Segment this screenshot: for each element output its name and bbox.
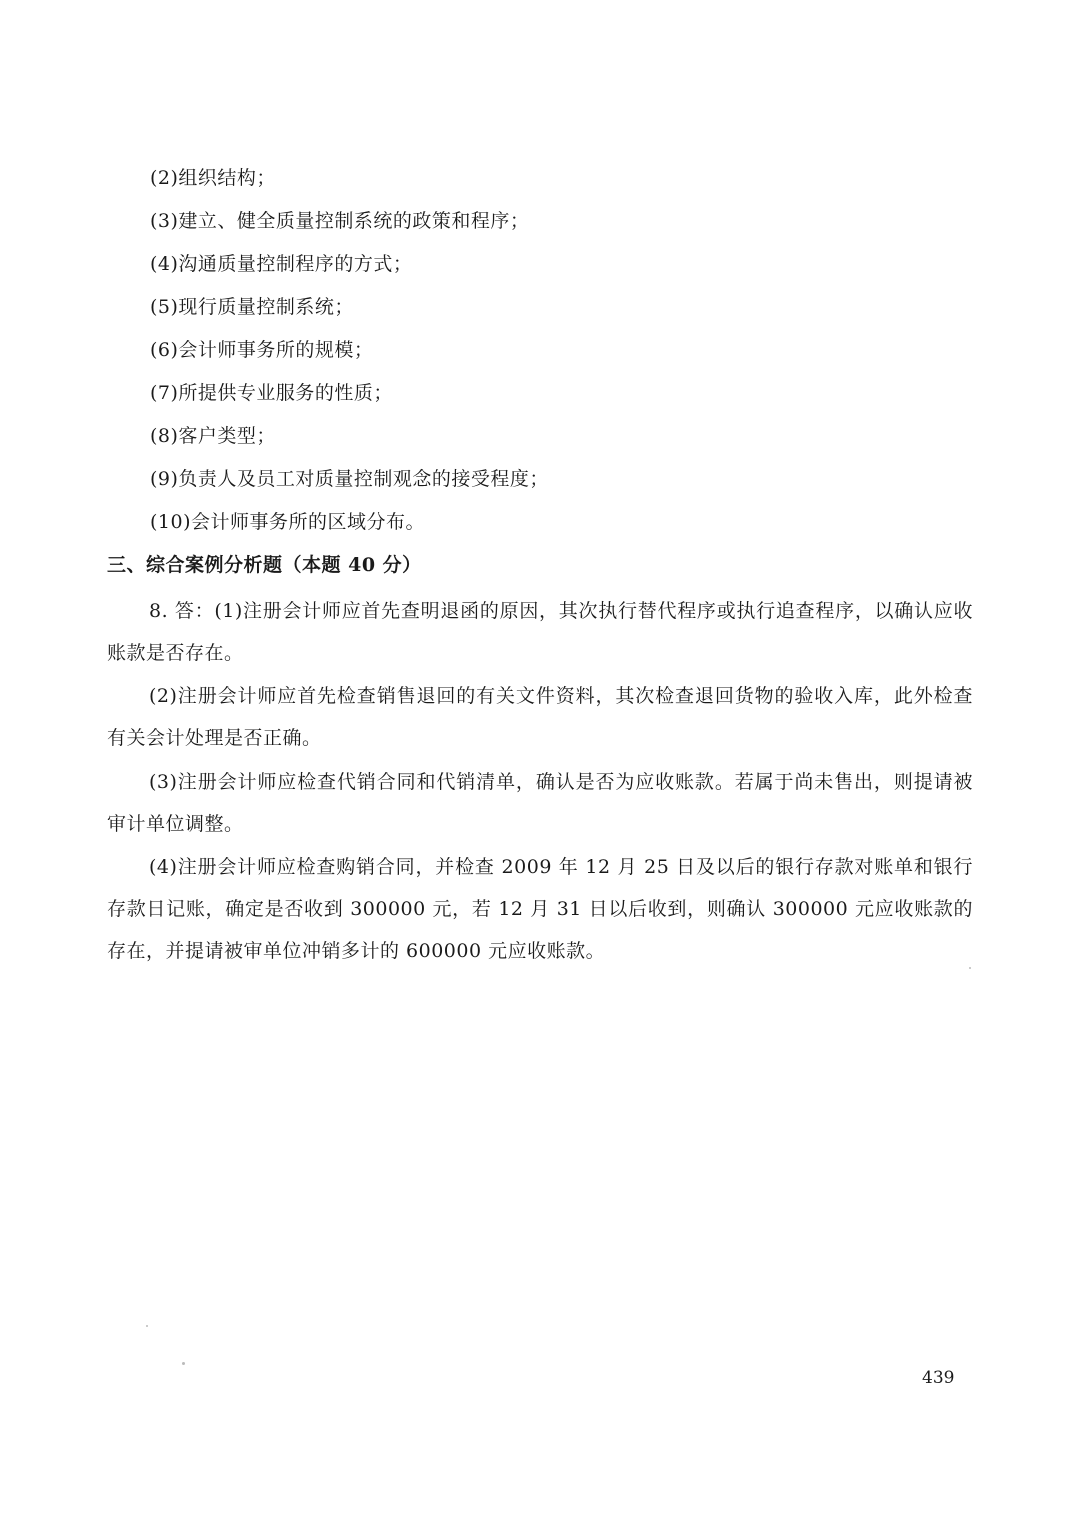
list-item: (9)负责人及员工对质量控制观念的接受程度； bbox=[150, 468, 549, 490]
section-heading: 三、综合案例分析题（本题 40 分） bbox=[107, 554, 422, 576]
list-item: (5)现行质量控制系统； bbox=[150, 296, 354, 318]
answer-paragraph: (2)注册会计师应首先检查销售退回的有关文件资料，其次检查退回货物的验收入库，此外检查有关会计处理是否正确。 bbox=[107, 685, 973, 749]
list-item: (8)客户类型； bbox=[150, 425, 276, 447]
list-item: (10)会计师事务所的区域分布。 bbox=[150, 511, 426, 533]
list-item: (2)组织结构； bbox=[150, 167, 276, 189]
list-item: (3)建立、健全质量控制系统的政策和程序； bbox=[150, 210, 530, 232]
answer-paragraph: (3)注册会计师应检查代销合同和代销清单，确认是否为应收账款。若属于尚未售出，则提请被审计单位调整。 bbox=[107, 771, 973, 835]
scan-speck bbox=[182, 1362, 185, 1365]
answer-paragraph: 8. 答：(1)注册会计师应首先查明退函的原因，其次执行替代程序或执行追查程序，以确认应收账款是否存在。 bbox=[107, 600, 973, 664]
scan-speck bbox=[146, 1325, 148, 1327]
list-item: (6)会计师事务所的规模； bbox=[150, 339, 374, 361]
scan-speck bbox=[969, 967, 971, 969]
list-item: (7)所提供专业服务的性质； bbox=[150, 382, 393, 404]
answer-paragraph: (4)注册会计师应检查购销合同，并检查 2009 年 12 月 25 日及以后的银行存款对账单和银行存款日记账，确定是否收到 300000 元，若 12 月 31 日以后收到，则确认 300000 元应收账款的存在，并提请被审单位冲销多计的 600000 元应收账款。 bbox=[107, 856, 973, 962]
list-item: (4)沟通质量控制程序的方式； bbox=[150, 253, 413, 275]
page-number: 439 bbox=[922, 1368, 955, 1388]
